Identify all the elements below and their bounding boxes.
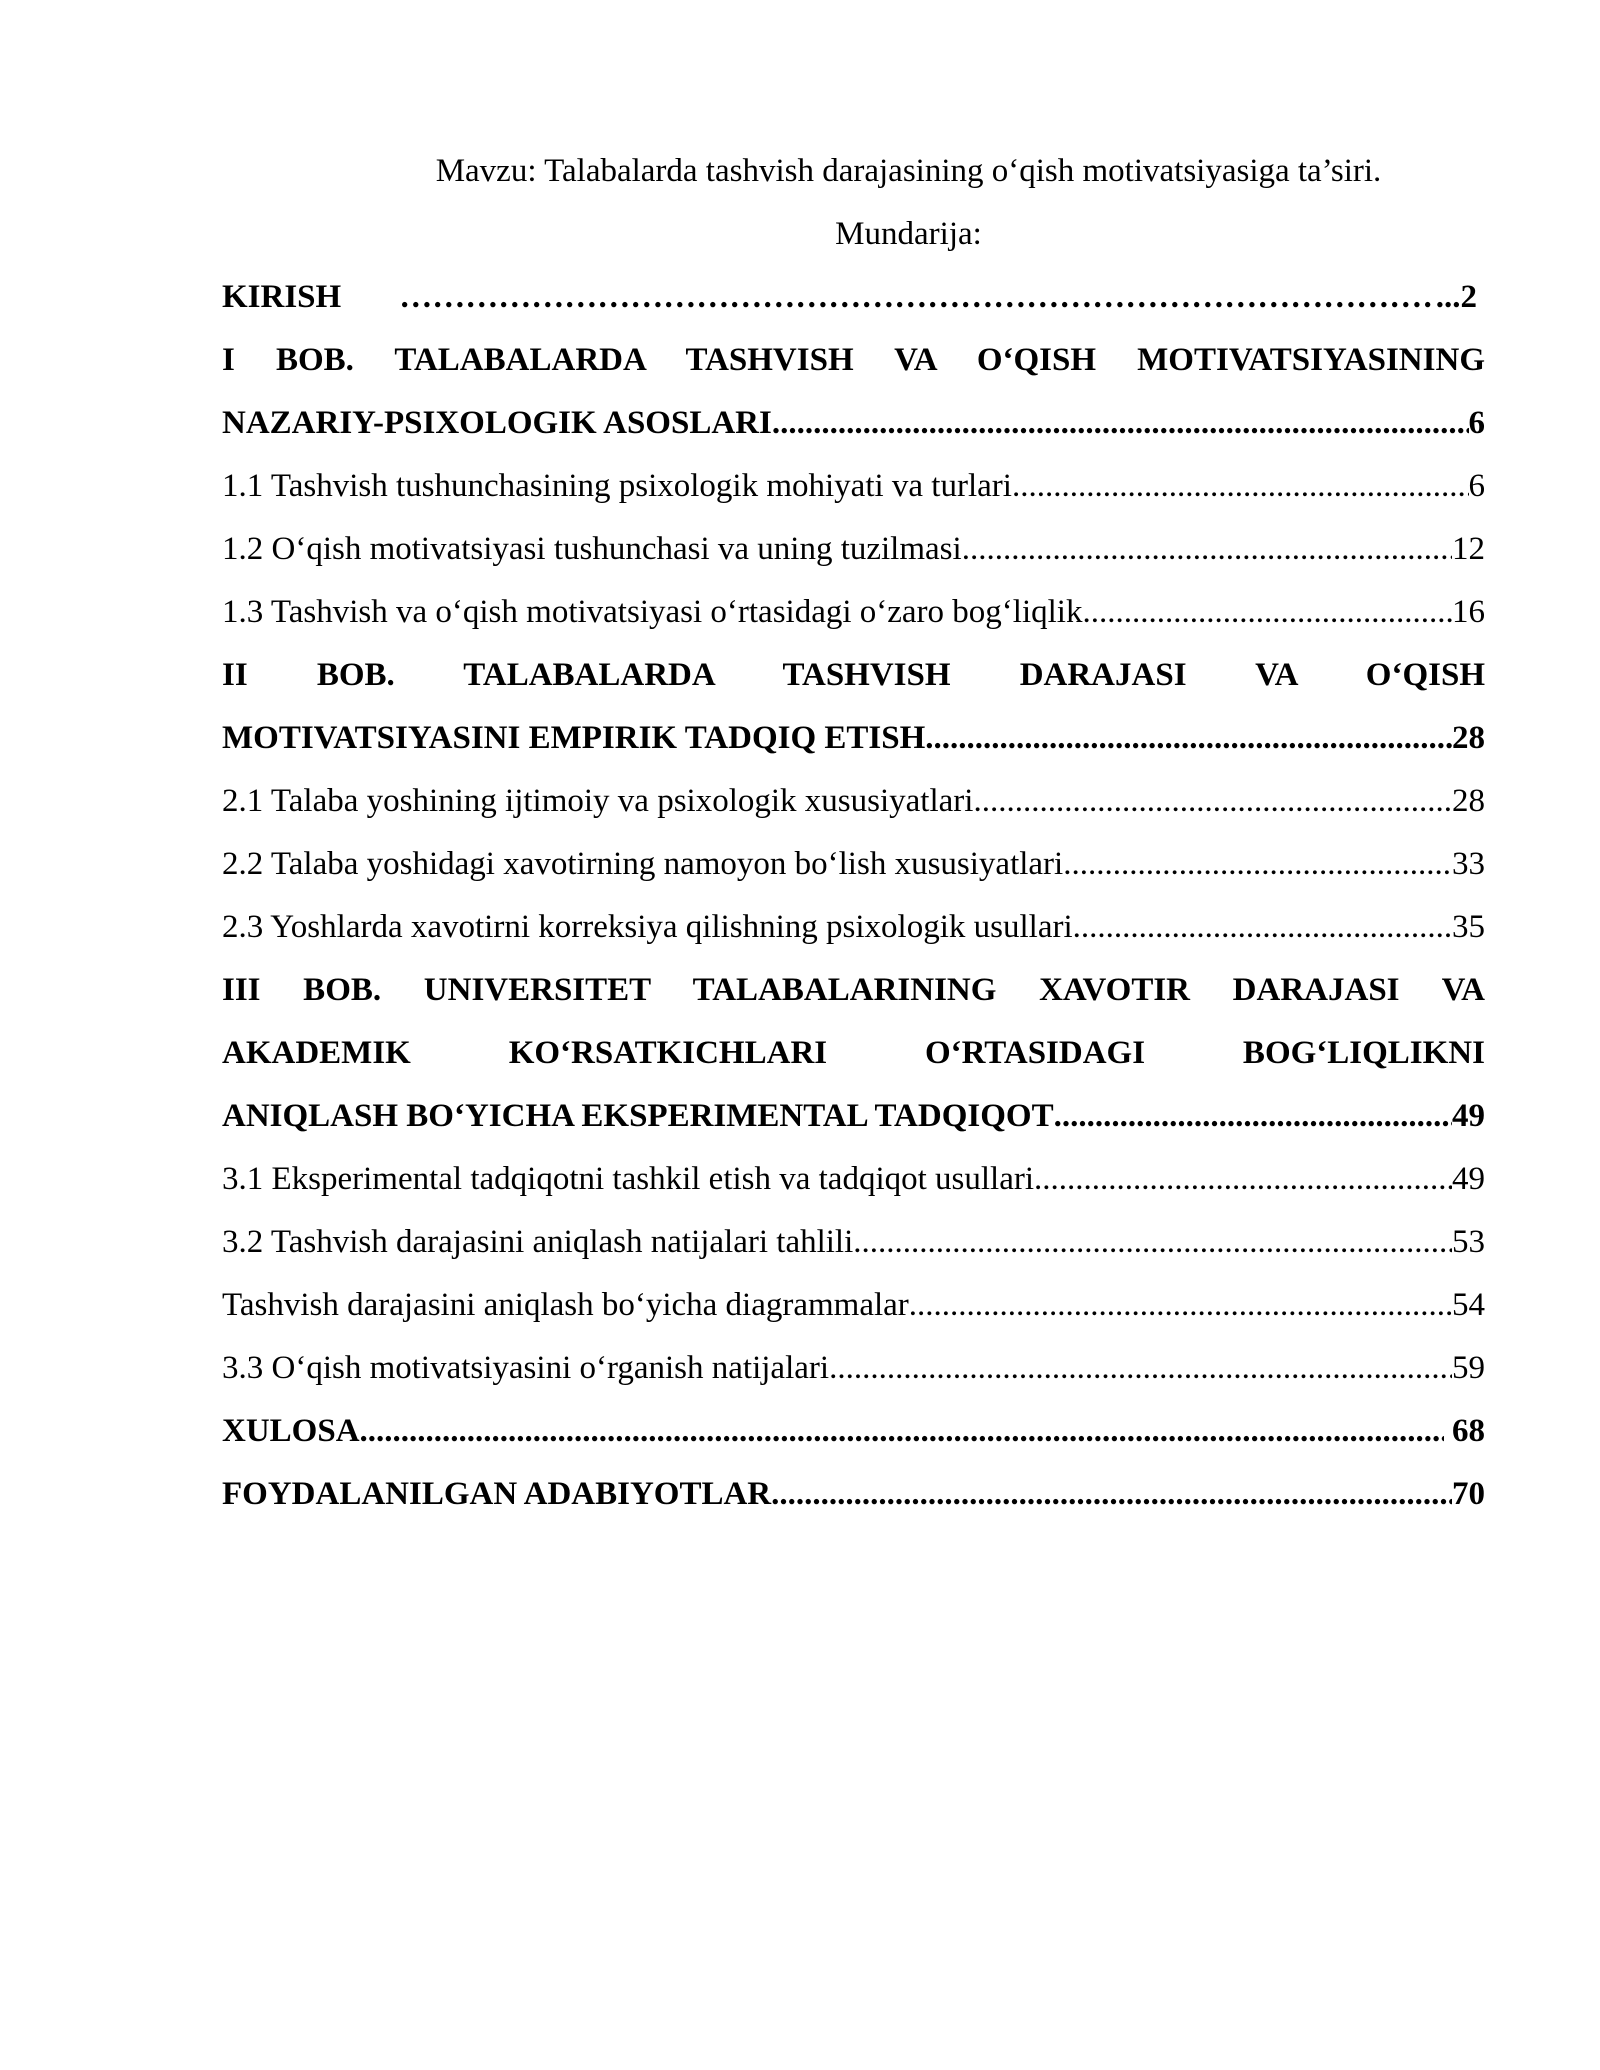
toc-leader (962, 518, 1452, 581)
toc-entry-label: 3.3 O‘qish motivatsiyasini o‘rganish natijalari (222, 1350, 830, 1386)
toc-entry-label: 1.1 Tashvish tushunchasining psixologik mohiyati va turlari (222, 468, 1012, 504)
toc-entry-2-1[interactable] (222, 770, 1485, 833)
toc-page-number: 35 (1452, 909, 1485, 945)
toc-chapter-line: II BOB. TALABALARDA TASHVISH DARAJASI VA O‘QISH (222, 657, 1485, 693)
toc-entry-label: XULOSA (222, 1413, 360, 1449)
toc-page-number: 12 (1452, 531, 1485, 567)
toc-entry-label: 3.2 Tashvish darajasini aniqlash natijalari tahlili (222, 1224, 854, 1260)
toc-entry-label: KIRISH (222, 279, 342, 315)
toc-entry-3-1[interactable] (222, 1148, 1485, 1211)
toc-entry-references[interactable] (222, 1463, 1485, 1526)
toc-entry-label: 1.3 Tashvish va o‘qish motivatsiyasi o‘rtasidagi o‘zaro bog‘liqlik (222, 594, 1083, 630)
toc-entry-label: NAZARIY-PSIXOLOGIK ASOSLARI (222, 405, 772, 441)
toc-page-number: 49 (1452, 1098, 1485, 1134)
toc-leader (1012, 455, 1469, 518)
toc-page-number: 16 (1452, 594, 1485, 630)
toc-leader (399, 266, 1436, 329)
toc-leader (853, 1211, 1452, 1274)
toc-entry-label: 3.1 Eksperimental tadqiqotni tashkil etish va tadqiqot usullari (222, 1161, 1035, 1197)
toc-page-number: 70 (1452, 1476, 1485, 1512)
toc-entry-1-3[interactable] (222, 581, 1485, 644)
toc-entry-conclusion[interactable] (222, 1400, 1485, 1463)
toc-entry-3-3[interactable] (222, 1337, 1485, 1400)
toc-entry-label: 2.1 Talaba yoshining ijtimoiy va psixologik xususiyatlari (222, 783, 974, 819)
toc-chapter-line: I BOB. TALABALARDA TASHVISH VA O‘QISH MOTIVATSIYASINING (222, 342, 1485, 378)
toc-leader (771, 1463, 1452, 1526)
toc-entry-2-3[interactable] (222, 896, 1485, 959)
toc-page-number: 54 (1452, 1287, 1485, 1323)
toc-entry-chapter-3[interactable] (222, 959, 1485, 1148)
toc-page-number: 59 (1452, 1350, 1485, 1386)
toc-leader (1063, 833, 1452, 896)
toc-page-number: 6 (1468, 405, 1485, 441)
toc-page-number: 33 (1452, 846, 1485, 882)
toc-leader (1034, 1148, 1452, 1211)
toc-page-number: 6 (1468, 468, 1485, 504)
document-topic: Mavzu: Talabalarda tashvish darajasining o‘qish motivatsiyasiga ta’siri. (435, 153, 1382, 189)
toc-entry-2-2[interactable] (222, 833, 1485, 896)
toc-entry-intro[interactable] (222, 266, 1485, 329)
toc-entry-1-1[interactable] (222, 455, 1485, 518)
toc-leader (360, 1400, 1444, 1463)
toc-leader (829, 1337, 1452, 1400)
toc-leader (973, 770, 1452, 833)
toc-leader-tail (1436, 266, 1453, 329)
toc-entry-label: FOYDALANILGAN ADABIYOTLAR (222, 1476, 772, 1512)
toc-page-number: 28 (1452, 783, 1485, 819)
toc-leader (1082, 581, 1452, 644)
toc-entry-chapter-2[interactable] (222, 644, 1485, 770)
toc-page-number: 49 (1452, 1161, 1485, 1197)
toc-leader (925, 707, 1452, 770)
toc-entry-1-2[interactable] (222, 518, 1485, 581)
toc-leader (772, 392, 1469, 455)
toc-chapter-line: AKADEMIK KO‘RSATKICHLARI O‘RTASIDAGI BOG‘LIQLIKNI (222, 1035, 1485, 1071)
toc-page-number: 68 (1443, 1413, 1485, 1449)
toc-page-number: 53 (1452, 1224, 1485, 1260)
toc-page-number: .2 (1452, 279, 1477, 315)
toc-entry-label: 1.2 O‘qish motivatsiyasi tushunchasi va uning tuzilmasi (222, 531, 962, 567)
toc-chapter-line: III BOB. UNIVERSITET TALABALARINING XAVOTIR DARAJASI VA (222, 972, 1485, 1008)
toc-entry-label: 2.3 Yoshlarda xavotirni korreksiya qilishning psixologik usullari (222, 909, 1073, 945)
toc-entry-diagrams[interactable] (222, 1274, 1485, 1337)
toc-heading: Mundarija: (835, 216, 982, 252)
toc-leader (1054, 1085, 1452, 1148)
toc-entry-label: Tashvish darajasini aniqlash bo‘yicha diagrammalar (222, 1287, 909, 1323)
toc-page-number: 28 (1452, 720, 1485, 756)
toc-entry-chapter-1[interactable] (222, 329, 1485, 455)
toc-entry-label: MOTIVATSIYASINI EMPIRIK TADQIQ ETISH (222, 720, 926, 756)
toc-leader (909, 1274, 1452, 1337)
toc-entry-label: ANIQLASH BO‘YICHA EKSPERIMENTAL TADQIQOT (222, 1098, 1054, 1134)
table-of-contents (222, 140, 1485, 1526)
toc-entry-label: 2.2 Talaba yoshidagi xavotirning namoyon bo‘lish xususiyatlari (222, 846, 1064, 882)
toc-entry-3-2[interactable] (222, 1211, 1485, 1274)
toc-leader (1073, 896, 1452, 959)
